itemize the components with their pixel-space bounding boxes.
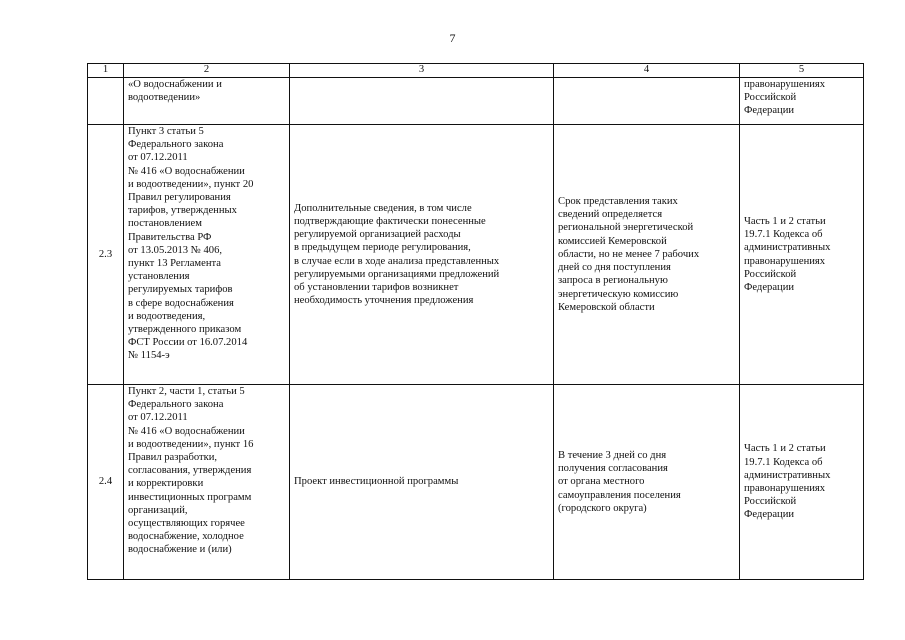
row-number-cell: 2.4 xyxy=(88,385,124,580)
column-header-2: 2 xyxy=(124,64,290,78)
deadline-cell: Срок представления таких сведений определяется региональной энергетической комиссией Кемеровской области, но не менее 7 рабочих дней со дня поступления запроса в региональную энергетическую комиссию Кемеровской области xyxy=(554,125,740,385)
legal-basis-cell: Пункт 2, части 1, статьи 5 Федерального закона от 07.12.2011 № 416 «О водоснабжении и водоотведении», пункт 16 Правил разработки, согласования, утверждения и корректировки инвестиционных программ организаций, осуществляющих горячее водоснабжение, холодное водоснабжение и (или) xyxy=(124,385,290,580)
information-cell xyxy=(290,78,554,125)
information-cell: Проект инвестиционной программы xyxy=(290,385,554,580)
column-header-1: 1 xyxy=(88,64,124,78)
liability-cell: правонарушениях Российской Федерации xyxy=(740,78,864,125)
table-row xyxy=(88,78,864,125)
column-header-5: 5 xyxy=(740,64,864,78)
deadline-cell xyxy=(554,78,740,125)
row-number-cell xyxy=(88,78,124,125)
legal-basis-cell: Пункт 3 статьи 5 Федерального закона от 07.12.2011 № 416 «О водоснабжении и водоотведении», пункт 20 Правил регулирования тарифов, утвержденных постановлением Правительства РФ от 13.05.2013 № 406, пункт 13 Регламента установления регулируемых тарифов в сфере водоснабжения и водоотведения, утвержденного приказом ФСТ России от 16.07.2014 № 1154-э xyxy=(124,125,290,385)
page-number: 7 xyxy=(449,31,456,45)
row-number-cell: 2.3 xyxy=(88,125,124,385)
deadline-cell: В течение 3 дней со дня получения согласования от органа местного самоуправления поселения (городского округа) xyxy=(554,385,740,580)
legal-basis-cell: «О водоснабжении и водоотведении» xyxy=(124,78,290,125)
table-row xyxy=(88,385,864,580)
table-row xyxy=(88,125,864,385)
column-header-4: 4 xyxy=(554,64,740,78)
information-cell: Дополнительные сведения, в том числе подтверждающие фактически понесенные регулируемой организацией расходы в предыдущем периоде регулирования, в случае если в ходе анализа представленных регулируемыми организациями предложений об установлении тарифов возникнет необходимость уточнения предложения xyxy=(290,125,554,385)
liability-cell: Часть 1 и 2 статьи 19.7.1 Кодекса об административных правонарушениях Российской Федерации xyxy=(740,125,864,385)
table-header-row xyxy=(88,64,864,78)
liability-cell: Часть 1 и 2 статьи 19.7.1 Кодекса об административных правонарушениях Российской Федерации xyxy=(740,385,864,580)
requirements-table xyxy=(87,63,864,580)
column-header-3: 3 xyxy=(290,64,554,78)
